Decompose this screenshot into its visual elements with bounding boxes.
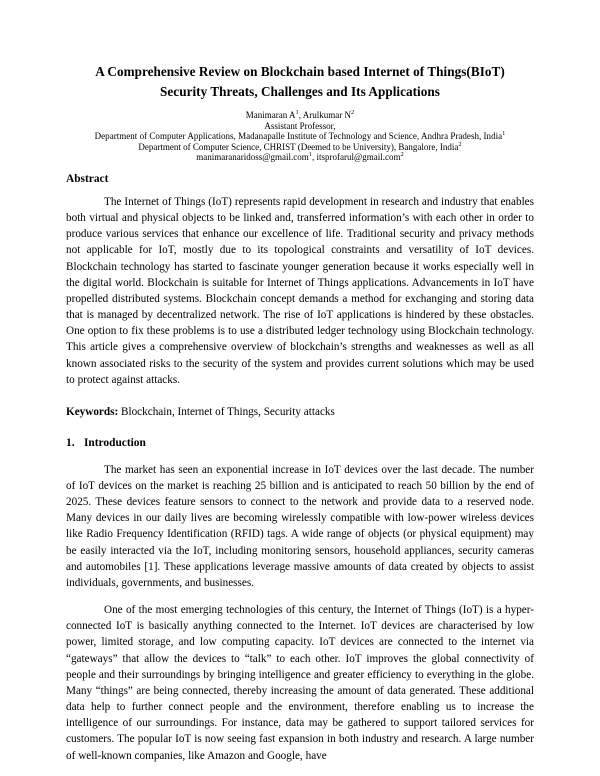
introduction-paragraph-2: One of the most emerging technologies of this century, the Internet of Things (IoT) is a hyper-connected IoT is basically anything connected to the Internet. IoT devices are characterised by low power, limited storage, and low computing capacity. IoT devices are connected to the internet via “gateways” that allow the devices to “talk” to each other. IoT improves the global connectivity of people and their surroundings by bringing intelligence and greater efficiency to everything in the globe. Many “things” are being connected, thereby increasing the amount of data generated. These additional data help to further connect people and the environment, therefore enabling us to increase the intelligence of our surroundings. For instance, data may be gathered to support tailored services for customers. The popular IoT is now seeing fast expansion in both industry and research. A large number of well-known companies, like Amazon and Google, have [66, 604, 534, 762]
paper-title [66, 62, 534, 101]
introduction-number: 1. [66, 436, 75, 449]
author-names [66, 110, 534, 121]
authors-and-affiliations [66, 110, 534, 163]
email-separator: , [311, 152, 317, 163]
author-2-marker: 2 [351, 109, 355, 116]
author-names-text: Manimaran A [245, 110, 296, 120]
introduction-paragraph-1: The market has seen an exponential increase in IoT devices over the last decade. The number of IoT devices on the market is reaching 25 billion and is anticipated to reach 50 billion by the end of 2025. These devices feature sensors to connect to the network and provide data to a reserved node. Many devices in our daily lives are becoming wirelessly compatible with low-power wireless devices like Radio Frequency Identification (RFID) tags. A wide range of objects (or physical equipment) may be easily interacted via the IoT, including monitoring sensors, household appliances, security cameras and automobiles [1]. These applications leverage massive amounts of data created by objects to assist individuals, governments, and businesses. [66, 463, 534, 589]
introduction-heading-label: Introduction [84, 436, 146, 449]
affiliation-2 [66, 142, 534, 153]
keywords-line [66, 404, 534, 420]
title-line-1: A Comprehensive Review on Blockchain based Internet of Things(BIoT) [95, 64, 505, 79]
title-line-2: Security Threats, Challenges and Its Applications [160, 83, 440, 99]
affiliation-1-text: Department of Computer Applications, Madanapalle Institute of Technology and Science, Andhra Pradesh, India [94, 131, 503, 142]
email-2[interactable]: itsprofarul@gmail.com [316, 152, 401, 163]
keywords-value: Blockchain, Internet of Things, Security attacks [118, 405, 335, 418]
introduction-heading [66, 436, 534, 451]
author-1-marker: 1 [295, 109, 299, 116]
author-role: Assistant Professor, [264, 120, 336, 131]
affiliation-1 [66, 131, 534, 142]
affiliation-2-text: Department of Computer Science, CHRIST (Deemed to be University), Bangalore, India [138, 141, 459, 152]
affiliation-2-marker: 2 [458, 140, 462, 148]
author-emails [66, 152, 534, 163]
abstract-paragraph: The Internet of Things (IoT) represents rapid development in research and industry that enables both virtual and physical objects to be linked and, transferred information’s with each other in order to produce various services that enhance our excellence of life. Traditional security and privacy methods not applicable for IoT, mostly due to its topological constraints and versatility of IoT devices. Blockchain technology has started to fascinate younger generation because it works especially well in the digital world. Blockchain is suitable for Internet of Things applications. Advancements in IoT have propelled distributed systems. Blockchain concept demands a method for exchanging and storing data that is managed by decentralized network. The rise of IoT applications is hindered by these obstacles. One option to fix these problems is to use a distributed ledger technology using Blockchain technology. This article gives a comprehensive overview of blockchain’s strengths and weaknesses as well as all known associated risks to the security of the system and provides current solutions which may be used to protect against attacks. [66, 195, 534, 386]
author-names-separator: , Arulkumar N [298, 110, 351, 120]
affiliation-1-marker: 1 [502, 130, 506, 138]
email-2-marker: 2 [400, 151, 404, 159]
abstract-heading: Abstract [66, 172, 109, 185]
email-1-marker: 1 [308, 151, 312, 159]
keywords-label: Keywords: [66, 405, 119, 418]
email-1[interactable]: manimaranaridoss@gmail.com [196, 152, 309, 163]
